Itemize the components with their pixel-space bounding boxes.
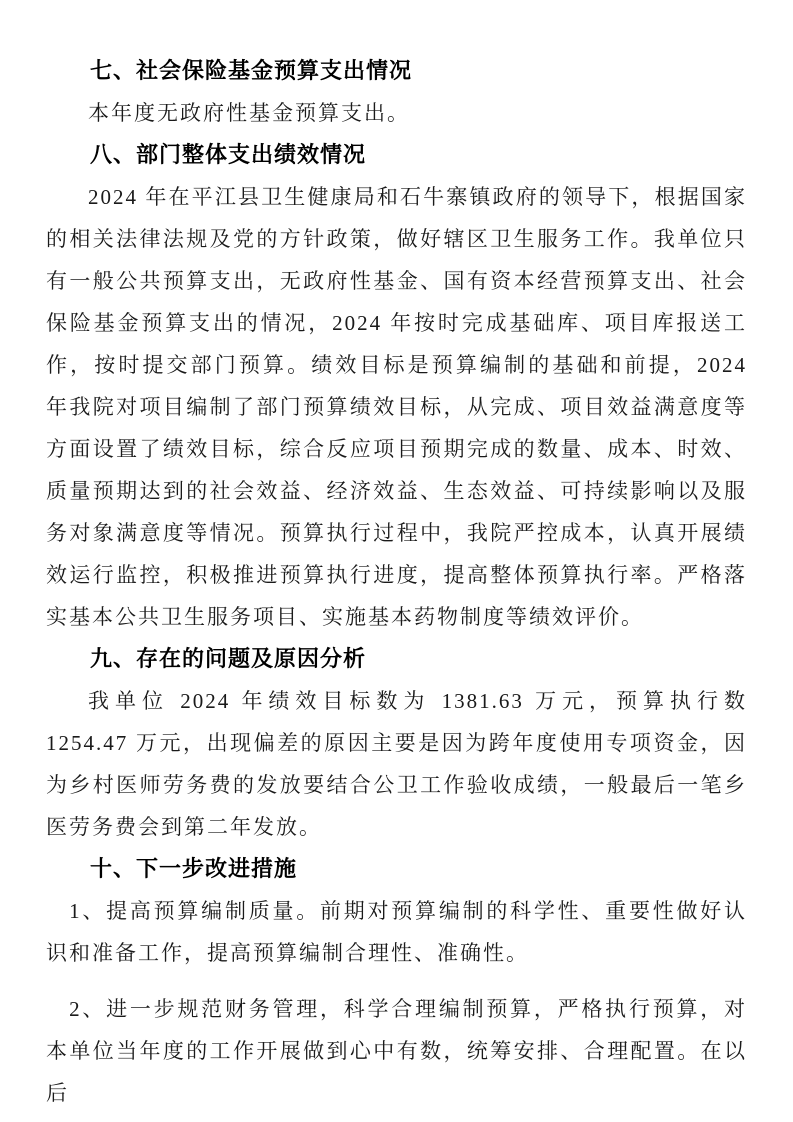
paragraph-department-performance: 2024 年在平江县卫生健康局和石牛寨镇政府的领导下，根据国家的相关法律法规及党的方针政策，做好辖区卫生服务工作。我单位只有一般公共预算支出，无政府性基金、国有资本经营预算支出、社会保险基金预算支出的情况，2024 年按时完成基础库、项目库报送工作，按时提交部门预算。绩效目标是预算编制的基础和前提，2024 年我院对项目编制了部门预算绩效目标，从完成、项目效益满意度等方面设置了绩效目标，综合反应项目预期完成的数量、成本、时效、质量预期达到的社会效益、经济效益、生态效益、可持续影响以及服务对象满意度等情况。预算执行过程中，我院严控成本，认真开展绩效运行监控，积极推进预算执行进度，提高整体预算执行率。严格落实基本公共卫生服务项目、实施基本药物制度等绩效评价。 [46,185,747,629]
paragraph-problems-and-causes: 我单位 2024 年绩效目标数为 1381.63 万元，预算执行数 1254.47 万元，出现偏差的原因主要是因为跨年度使用专项资金，因为乡村医师劳务费的发放要结合公卫工作验收成绩，一般最后一笔乡医劳务费会到第二年发放。 [46,689,747,839]
section-heading-problems-and-causes: 九、存在的问题及原因分析 [90,646,367,671]
section-heading-department-performance: 八、部门整体支出绩效情况 [90,142,367,167]
list-item-improve-budget-quality: 1、提高预算编制质量。前期对预算编制的科学性、重要性做好认识和准备工作，提高预算编制合理性、准确性。 [46,899,747,965]
list-item-standardize-financial-management: 2、进一步规范财务管理，科学合理编制预算，严格执行预算，对本单位当年度的工作开展做到心中有数，统筹安排、合理配置。在以后 [46,997,747,1105]
section-heading-social-insurance-fund: 七、社会保险基金预算支出情况 [90,58,413,83]
paragraph-no-gov-fund-expenditure: 本年度无政府性基金预算支出。 [88,101,410,125]
section-heading-next-improvement-measures: 十、下一步改进措施 [90,856,298,881]
